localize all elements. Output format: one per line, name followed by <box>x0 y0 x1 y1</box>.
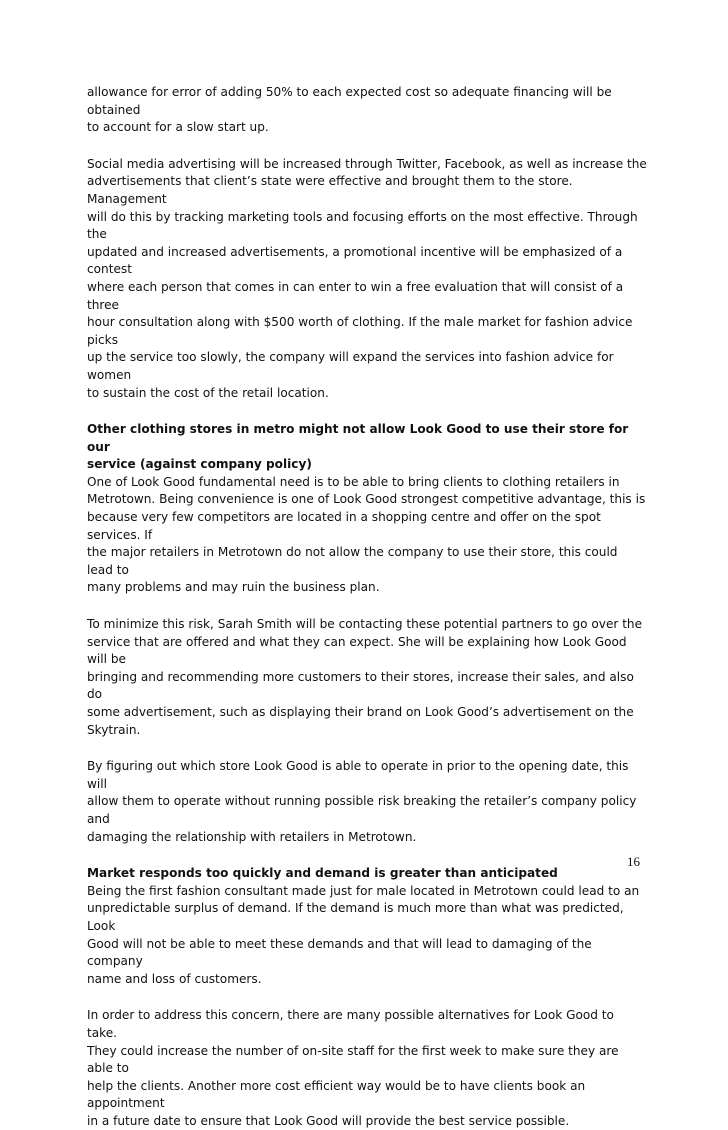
paragraph-social-media: Social media advertising will be increased through Twitter, Facebook, as well as increase the advertisements that client’s state were effective and brought them to the store. Management will do this by tracking marketing tools and focusing efforts on the most effective. Through the updated and increased advertisements, a promotional incentive will be emphasized of a contest where each person that comes in can enter to win a free evaluation that will consist of a three hour consultation along with $500 worth of clothing. If the male market for fashion advice picks up the service too slowly, the company will expand the services into fashion advice for women to sustain the cost of the retail location. <box>87 156 647 400</box>
heading-demand-risk: Market responds too quickly and demand is greater than anticipated <box>87 866 558 881</box>
page-body <box>87 84 647 1130</box>
paragraph-figuring-out-store: By figuring out which store Look Good is able to operate in prior to the opening date, this will allow them to operate without running possible risk breaking the retailer’s company policy and damaging the relationship with retailers in Metrotown. <box>87 759 637 844</box>
paragraph-minimize-risk: To minimize this risk, Sarah Smith will be contacting these potential partners to go over the service that are offered and what they can expect. She will be explaining how Look Good will be bringing and recommending more customers to their stores, increase their sales, and also do some advertisement, such as displaying their brand on Look Good’s advertisement on the Skytrain. <box>87 617 643 737</box>
page-number: 16 <box>627 854 640 869</box>
paragraph-address-concern: In order to address this concern, there are many possible alternatives for Look Good to take. They could increase the number of on-site staff for the first week to make sure they are able to help the clients. Another more cost efficient way would be to have clients book an appointment in a future date to ensure that Look Good will provide the best service possible. <box>87 1008 619 1128</box>
heading-store-policy-risk: Other clothing stores in metro might not allow Look Good to use their store for our service (against company policy) <box>87 422 629 472</box>
paragraph-surplus-demand: Being the first fashion consultant made just for male located in Metrotown could lead to an unpredictable surplus of demand. If the demand is much more than what was predicted, Look Good will not be able to meet these demands and that will lead to damaging of the company name and loss of customers. <box>87 883 640 986</box>
paragraph-store-need: One of Look Good fundamental need is to be able to bring clients to clothing retailers in Metrotown. Being convenience is one of Look Good strongest competitive advantage, this is because very few competitors are located in a shopping centre and offer on the spot services. If the major retailers in Metrotown do not allow the company to use their store, this could lead to many problems and may ruin the business plan. <box>87 474 646 595</box>
paragraph-allowance: allowance for error of adding 50% to each expected cost so adequate financing will be obtained to account for a slow start up. <box>87 85 612 135</box>
